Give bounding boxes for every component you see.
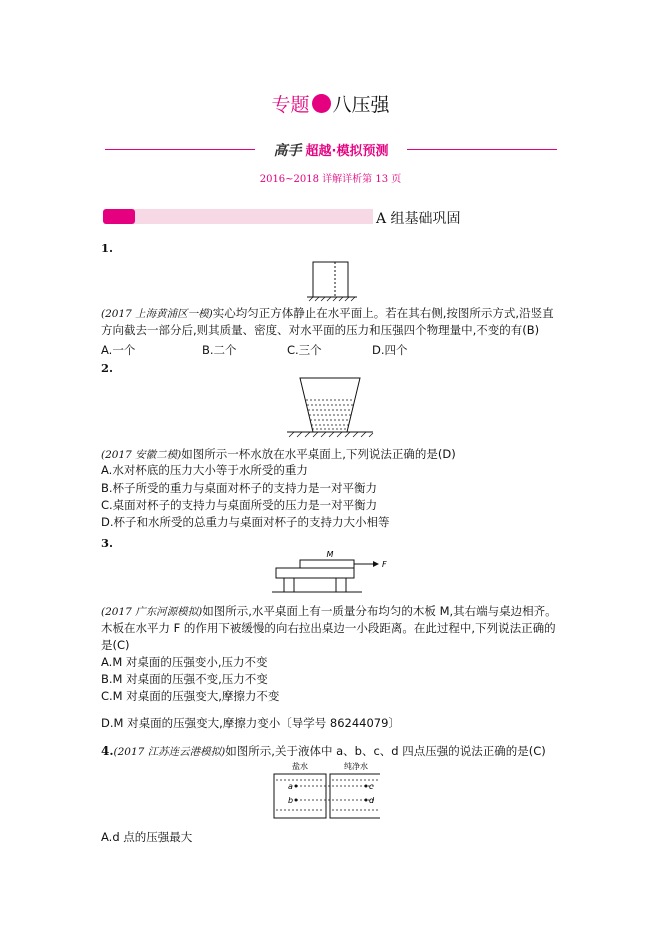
q3-option-d-text: D.M 对桌面的压强变大,摩擦力变小 <box>101 716 281 730</box>
title-dot-icon <box>312 94 331 113</box>
title-suffix: 八压强 <box>332 94 390 116</box>
q1-text-2: 方向截去一部分后,则其质量、密度、对水平面的压力和压强四个物理量中,不变的有(B) <box>101 323 540 337</box>
q2-source: (2017 安徽二模) <box>101 449 182 461</box>
q4-label-right: 纯净水 <box>344 762 368 771</box>
q2-text1: 如图所示一杯水放在水平桌面上,下列说法正确的是(D) <box>181 447 456 461</box>
banner-text <box>105 140 557 160</box>
q3-option-c: C.M 对桌面的压强变大,摩擦力不变 <box>101 689 280 703</box>
q2-text-1 <box>101 446 456 463</box>
page-reference: 2016~2018 详解详析第 13 页 <box>259 174 402 185</box>
q1-cube <box>313 262 348 297</box>
page-title <box>0 92 661 118</box>
q4-figure <box>270 758 380 824</box>
q1-number: 1. <box>101 241 114 255</box>
q3-board <box>300 560 354 568</box>
q2-number: 2. <box>101 361 114 375</box>
q4-source: (2017 江苏连云港模拟) <box>113 746 226 758</box>
q1-option-c: C.三个 <box>287 343 322 357</box>
q1-option-d: D.四个 <box>372 343 408 357</box>
q4-label-left: 盐水 <box>292 762 308 771</box>
q2-figure <box>285 374 375 442</box>
q3-text-1 <box>101 603 557 620</box>
q1-text-1 <box>101 305 554 322</box>
q4-label-a: a <box>288 782 293 791</box>
q1-option-b: B.二个 <box>202 343 237 357</box>
q3-guide: 〔导学号 86244079〕 <box>280 716 400 730</box>
q1-text1: 实心均匀正方体静止在水平面上。若在其右侧,按图所示方式,沿竖直 <box>212 306 554 320</box>
q2-option-d: D.杯子和水所受的总重力与桌面对杯子的支持力大小相等 <box>101 515 390 529</box>
q1-figure <box>305 258 360 302</box>
q2-option-b: B.杯子所受的重力与桌面对杯子的支持力是一对平衡力 <box>101 481 378 495</box>
q2-option-a: A.水对杯底的压力大小等于水所受的重力 <box>101 463 308 477</box>
section-title: A 组基础巩固 <box>376 211 461 227</box>
q2-option-c: C.桌面对杯子的支持力与桌面所受的压力是一对平衡力 <box>101 498 378 512</box>
q4-left-container <box>274 774 326 818</box>
q3-text-3: 是(C) <box>101 638 130 652</box>
banner-label: 超越·模拟预测 <box>305 144 389 159</box>
q3-figure <box>270 546 390 598</box>
q3-source: (2017 广东河源模拟) <box>101 606 203 618</box>
q3-number: 3. <box>101 536 114 550</box>
q1-source: (2017 上海黄浦区一模) <box>101 308 213 320</box>
q4-label-b: b <box>288 796 294 805</box>
q3-table-leg-left <box>284 578 294 592</box>
q4-label-c: c <box>369 782 374 791</box>
q2-water <box>306 400 354 429</box>
q3-table-leg-right <box>336 578 346 592</box>
q3-label-f: F <box>382 560 387 569</box>
q3-option-a: A.M 对桌面的压强变小,压力不变 <box>101 655 268 669</box>
q3-text1: 如图所示,水平桌面上有一质量分布均匀的木板 M,其右端与桌边相齐。 <box>202 604 557 618</box>
q2-table-hatch <box>289 432 373 437</box>
q4-point-d-dot <box>365 799 368 802</box>
q1-ground-hatch <box>309 297 355 301</box>
q4-point-b-dot <box>295 799 298 802</box>
section-bar-light <box>133 209 373 224</box>
title-prefix: 专题 <box>271 94 310 116</box>
q4-text1: 如图所示,关于液体中 a、b、c、d 四点压强的说法正确的是(C) <box>225 744 546 758</box>
q3-option-b: B.M 对桌面的压强不变,压力不变 <box>101 672 268 686</box>
q3-table-top <box>276 568 354 578</box>
q4-point-a-dot <box>295 785 298 788</box>
q1-option-a: A.一个 <box>101 343 136 357</box>
q4-option-a: A.d 点的压强最大 <box>101 830 193 844</box>
section-bar <box>103 209 373 224</box>
banner <box>105 138 557 160</box>
q4-label-d: d <box>369 796 375 805</box>
q4-point-c-dot <box>365 785 368 788</box>
q3-force-arrow-icon <box>373 561 379 567</box>
banner-script: 高手 <box>273 143 302 159</box>
section-bar-dark <box>103 209 135 224</box>
q3-label-m: M <box>326 550 334 559</box>
q3-option-d <box>101 715 400 731</box>
q4-number: 4. <box>101 744 114 758</box>
q3-text-2: 木板在水平力 F 的作用下被缓慢的向右拉出桌边一小段距离。在此过程中,下列说法正确的 <box>101 621 556 635</box>
